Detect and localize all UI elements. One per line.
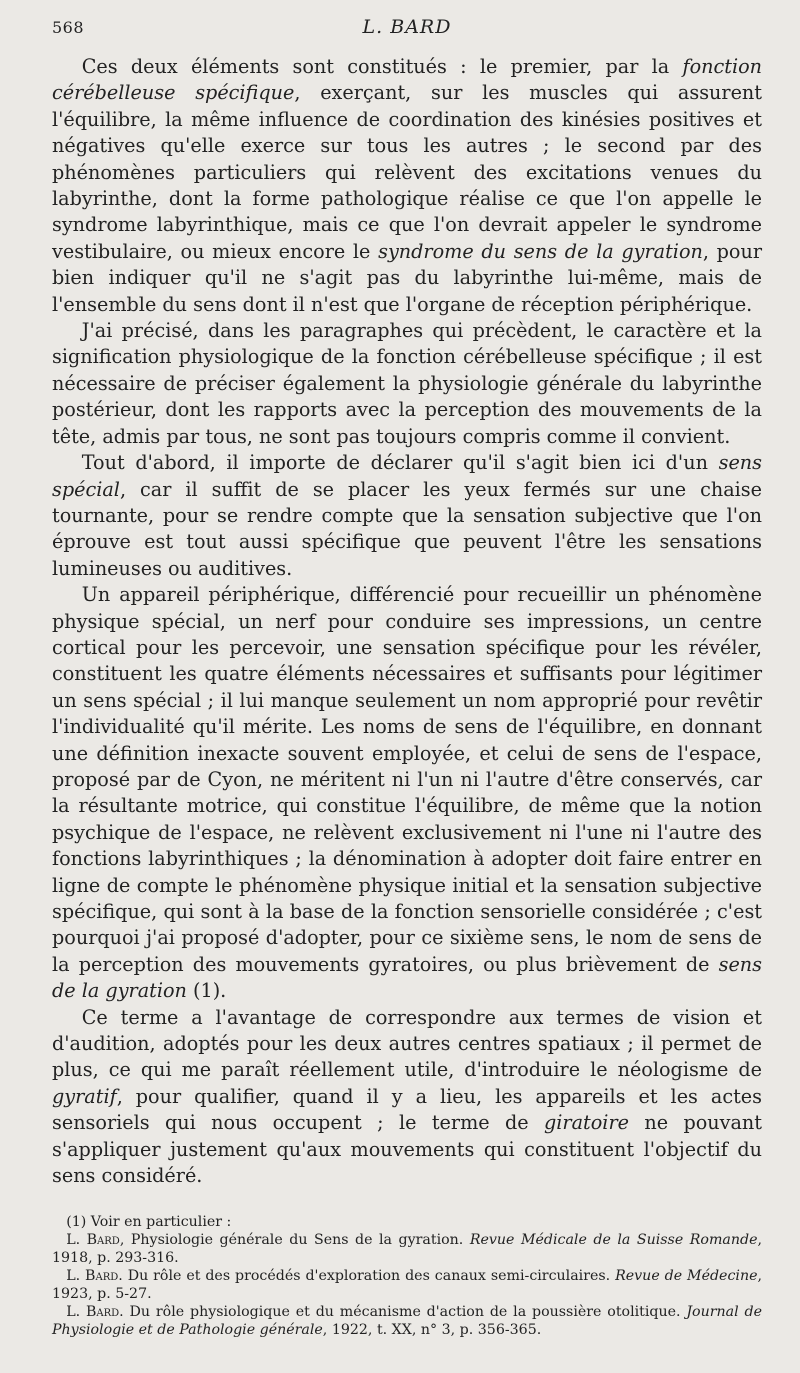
reference-journal: Revue de Médecine xyxy=(615,1268,758,1285)
paragraph: Ces deux éléments sont constitués : le premier, par la fonction cérébelleuse spécifique, exerçant, sur les muscles qui assurent l'équilibre, la même influence de coordination des kinésies positives et négatives qu'elle exerce sur tous les autres ; le second par des phénomènes particuliers qui relèvent des excitations venues du labyrinthe, dont la forme pathologique réalise ce que l'on appelle le syndrome labyrinthique, mais ce que l'on devrait appeler le syndrome vestibulaire, ou mieux encore le syndrome du sens de la gyration, pour bien indiquer qu'il ne s'agit pas du labyrinthe lui-même, mais de l'ensemble du sens dont il n'est que l'organe de réception périphérique. xyxy=(52,55,763,316)
body-text xyxy=(52,54,762,1189)
running-head: L. BARD xyxy=(362,16,452,38)
emphasis: giratoire xyxy=(544,1111,629,1135)
paragraph: Ce terme a l'avantage de correspondre aux termes de vision et d'audition, adoptés pour les deux autres centres spatiaux ; il permet de plus, ce qui me paraît réellement utile, d'introduire le néologisme de gyratif, pour qualifier, quand il y a lieu, les appareils et les actes sensoriels qui nous occupent ; le terme de giratoire ne pouvant s'appliquer justement qu'aux mouvements qui constituent l'objectif du sens considéré. xyxy=(52,1005,762,1188)
footnote-reference: L. Bard. Du rôle et des procédés d'exploration des canaux semi-circulaires. Revue de Médecine, 1923, p. 5-27. xyxy=(52,1268,762,1303)
reference-journal: Journal de Physiologie et de Pathologie générale xyxy=(52,1304,762,1339)
footnote-reference: L. Bard. Du rôle physiologique et du mécanisme d'action de la poussière otolitique. Journal de Physiologie et de Pathologie générale, 1922, t. XX, n° 3, p. 356-365. xyxy=(52,1304,762,1339)
emphasis: fonction cérébelleuse spécifique xyxy=(52,55,762,105)
footnotes xyxy=(52,1213,762,1339)
footnote-intro: (1) Voir en particulier : xyxy=(66,1214,232,1231)
page-header xyxy=(52,10,762,54)
page-number: 568 xyxy=(52,18,85,37)
footnote-reference: L. Bard, Physiologie générale du Sens de la gyration. Revue Médicale de la Suisse Romande, 1918, p. 293-316. xyxy=(52,1232,763,1267)
paragraph: J'ai précisé, dans les paragraphes qui précèdent, le caractère et la signification physiologique de la fonction cérébelleuse spécifique ; il est nécessaire de préciser également la physiologie générale du labyrinthe postérieur, dont les rapports avec la perception des mouvements de la tête, admis par tous, ne sont pas toujours compris comme il convient. xyxy=(52,319,762,448)
emphasis: sens spécial xyxy=(52,451,762,501)
emphasis: syndrome du sens de la gyration xyxy=(378,239,703,263)
paragraph: Un appareil périphérique, différencié pour recueillir un phénomène physique spécial, un nerf pour conduire ses impressions, un centre cortical pour les percevoir, une sensation spécifique pour les révéler, constituent les quatre éléments nécessaires et suffisants pour légitimer un sens spécial ; il lui manque seulement un nom approprié pour revêtir l'individualité qu'il mérite. Les noms de sens de l'équilibre, en donnant une définition inexacte souvent employée, et celui de sens de l'espace, proposé par de Cyon, ne méritent ni l'un ni l'autre d'être conservés, car la résultante motrice, qui constitue l'équilibre, de même que la notion psychique de l'espace, ne relèvent exclusivement ni l'une ni l'autre des fonctions labyrinthiques ; la dénomination à adopter doit faire entrer en ligne de compte le phénomène physique initial et la sensation subjective spécifique, qui sont à la base de la fonction sensorielle considérée ; c'est pourquoi j'ai proposé d'adopter, pour ce sixième sens, le nom de sens de la perception des mouvements gyratoires, ou plus brièvement de sens de la gyration (1). xyxy=(52,583,762,1003)
emphasis: gyratif xyxy=(52,1084,117,1108)
reference-journal: Revue Médicale de la Suisse Romande xyxy=(469,1232,758,1249)
paragraph: Tout d'abord, il importe de déclarer qu'il s'agit bien ici d'un sens spécial, car il suffit de se placer les yeux fermés sur une chaise tournante, pour se rendre compte que la sensation subjective que l'on éprouve est tout aussi spécifique que peuvent l'être les sensations lumineuses ou auditives. xyxy=(52,451,762,580)
reference-author: L. Bard xyxy=(66,1232,120,1249)
emphasis: sens de la gyration xyxy=(52,952,762,1003)
reference-author: L. Bard xyxy=(66,1304,120,1321)
reference-author: L. Bard xyxy=(66,1268,119,1285)
